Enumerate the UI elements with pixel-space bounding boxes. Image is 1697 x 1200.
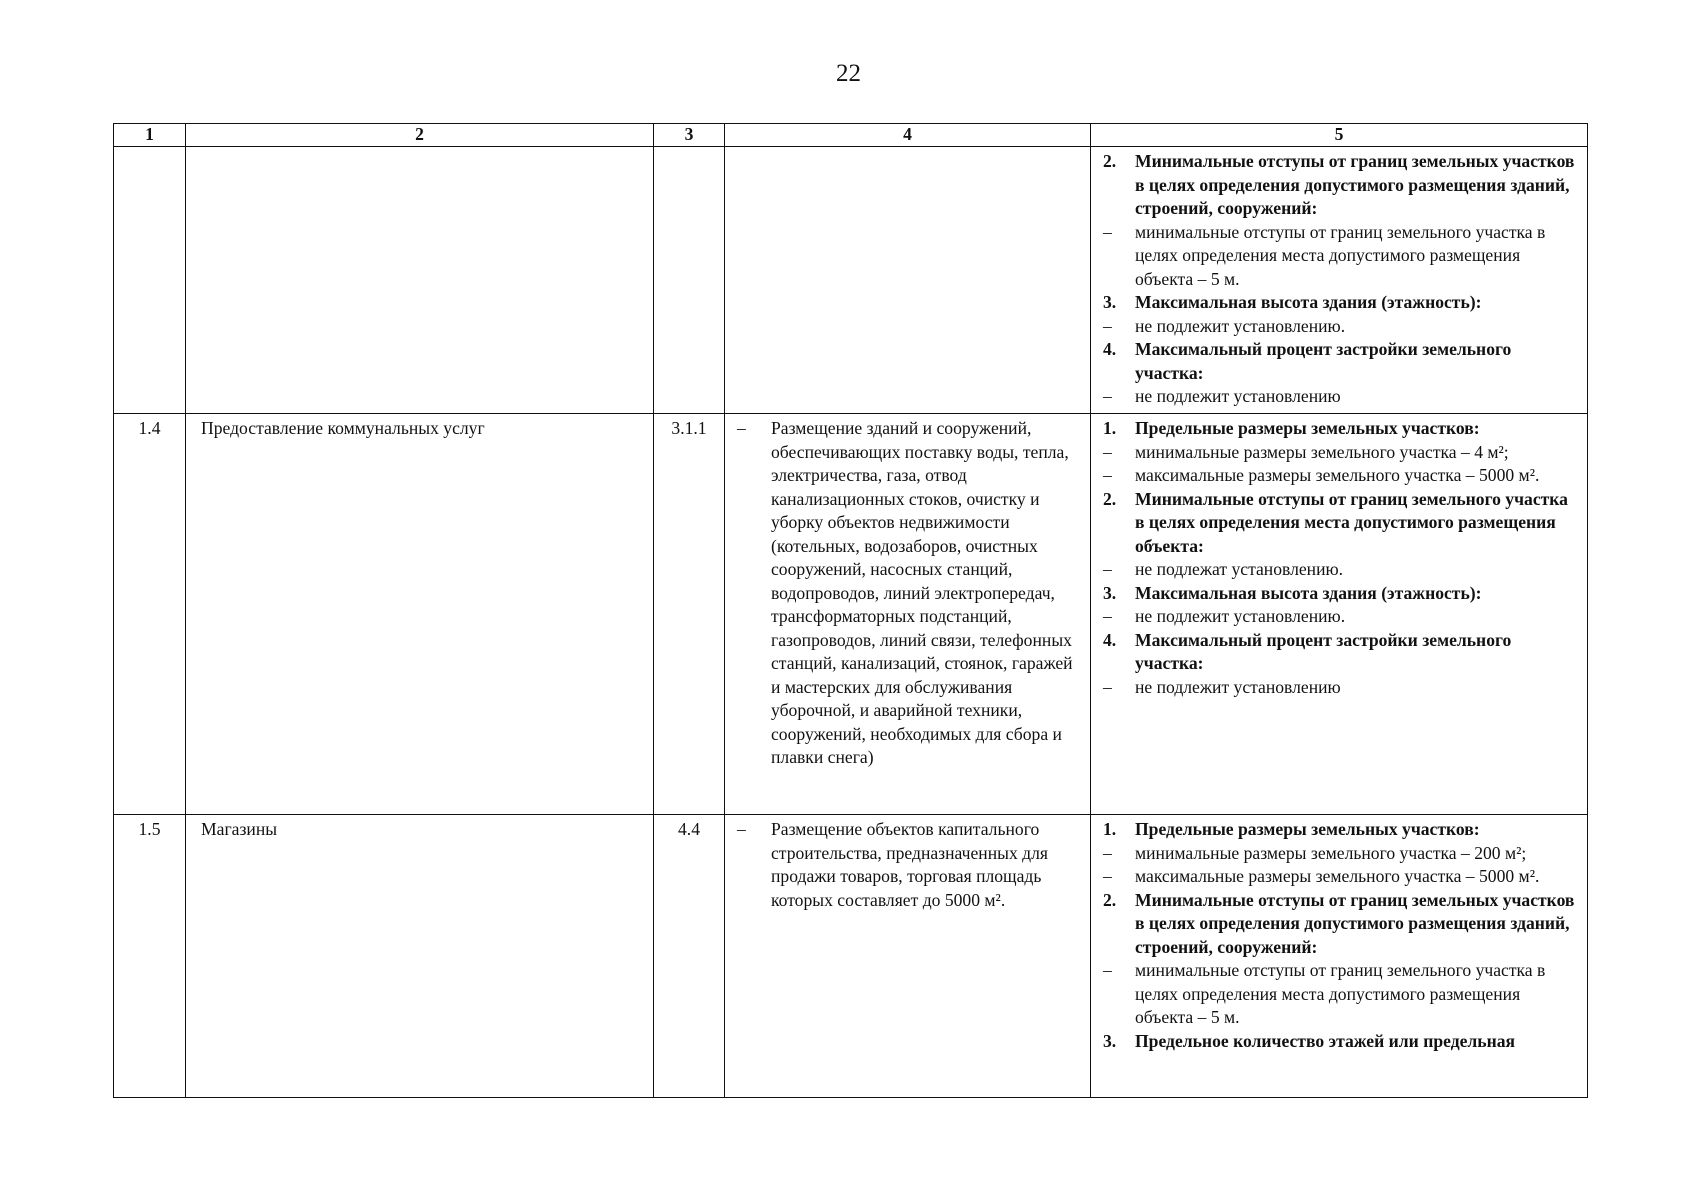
list-number: 2. [1103,889,1117,910]
parameter-text: Предельные размеры земельных участков: [1135,418,1480,438]
use-name-cell: Предоставление коммунальных услуг [186,414,654,815]
parameter-heading [1103,889,1581,960]
row-number-cell: 1.5 [114,815,186,1098]
parameter-item [1103,959,1581,1030]
dash-marker: – [1103,221,1112,242]
column-header-3: 3 [654,124,725,147]
parameter-text: Предельные размеры земельных участков: [1135,819,1480,839]
parameter-text: не подлежат установлению. [1135,559,1344,579]
use-name-cell [186,147,654,414]
use-code-cell: 4.4 [654,815,725,1098]
parameters-cell [1091,147,1588,414]
column-header-2: 2 [186,124,654,147]
description-cell [725,815,1091,1098]
page-number: 22 [836,60,861,87]
parameter-text: максимальные размеры земельного участка – 5000 м². [1135,866,1540,886]
row-number-cell [114,147,186,414]
parameter-heading [1103,629,1581,676]
parameter-text: минимальные отступы от границ земельного участка в целях определения места допустимого размещения объекта – 5 м. [1135,960,1546,1027]
table-row-continued [114,147,1588,414]
description-cell [725,414,1091,815]
parameter-heading [1103,150,1581,221]
table-row [114,815,1588,1098]
parameter-text: минимальные размеры земельного участка – 4 м²; [1135,441,1509,462]
parameter-text: Предельное количество этажей или предельная [1135,1030,1516,1051]
parameter-item [1103,676,1581,700]
dash-marker: – [1103,559,1112,579]
dash-marker: – [737,418,746,438]
description-text: Размещение зданий и сооружений, обеспечивающих поставку воды, тепла, электричества, газа, отвод канализационных стоков, очистку и уборку объектов недвижимости (котельных, водозаборов, очистных сооружений, насосных станций, водопроводов, линий электропередач, трансформаторных подстанций, газопроводов, линий связи, телефонных станций, канализаций, стоянок, гаражей и мастерских для обслуживания уборочной, и аварийной техники, сооружений, необходимых для сбора и плавки снега) [771,418,1073,767]
parameter-heading [1103,291,1581,315]
parameter-text: не подлежит установлению. [1135,606,1346,626]
list-number: 3. [1103,1030,1117,1051]
dash-marker: – [1103,315,1112,336]
parameter-item [1103,865,1581,889]
use-code-cell: 3.1.1 [654,414,725,815]
dash-marker: – [1103,676,1112,697]
description-cell [725,147,1091,414]
parameter-text: минимальные отступы от границ земельного участка в целях определения места допустимого размещения объекта – 5 м. [1135,221,1546,289]
dash-marker: – [1103,441,1112,462]
dash-marker: – [1103,960,1112,980]
parameter-heading [1103,818,1581,842]
list-number: 2. [1103,151,1117,171]
parameter-item [1103,441,1581,465]
parameter-text: Максимальная высота здания (этажность): [1135,292,1482,312]
parameter-item [1103,558,1581,582]
parameter-text: минимальные размеры земельного участка – 200 м²; [1135,842,1527,863]
dash-marker: – [1103,866,1112,886]
use-name-cell: Магазины [186,815,654,1098]
dash-marker: – [737,819,746,839]
use-code-cell [654,147,725,414]
parameter-text: Максимальная высота здания (этажность): [1135,582,1482,603]
column-header-5: 5 [1091,124,1588,147]
parameter-text: не подлежит установлению [1135,386,1341,406]
parameter-text: Минимальные отступы от границ земельного участка в целях определения места допустимого размещения объекта: [1135,488,1568,556]
parameter-text: Максимальный процент застройки земельного участка: [1135,629,1512,673]
parameter-heading [1103,338,1581,385]
parameter-text: не подлежит установлению. [1135,315,1346,336]
parameter-item [1103,221,1581,292]
parameter-heading [1103,1030,1581,1054]
parameter-text: максимальные размеры земельного участка – 5000 м². [1135,465,1540,485]
table-row [114,414,1588,815]
parameter-item [1103,464,1581,488]
list-number: 4. [1103,629,1117,650]
parameter-item [1103,385,1581,409]
list-number: 4. [1103,339,1117,359]
parameter-item [1103,315,1581,339]
column-header-1: 1 [114,124,186,147]
parameter-item [1103,605,1581,629]
parameter-text: не подлежит установлению [1135,676,1341,697]
list-number: 3. [1103,292,1117,312]
column-header-4: 4 [725,124,1091,147]
row-number-cell: 1.4 [114,414,186,815]
dash-marker: – [1103,842,1112,863]
list-number: 2. [1103,488,1117,509]
parameter-text: Минимальные отступы от границ земельных участков в целях определения допустимого размещения зданий, строений, сооружений: [1135,151,1575,218]
dash-marker: – [1103,465,1112,485]
column-number-header-row [114,124,1588,147]
list-number: 1. [1103,418,1117,438]
parameter-text: Минимальные отступы от границ земельных участков в целях определения допустимого размещения зданий, строений, сооружений: [1135,889,1575,957]
parameter-heading [1103,582,1581,606]
parameters-cell [1091,815,1588,1098]
description-text: Размещение объектов капитального строительства, предназначенных для продажи товаров, торговая площадь которых составляет до 5000 м². [771,819,1048,910]
parameter-text: Максимальный процент застройки земельного участка: [1135,339,1512,383]
parameter-item [1103,842,1581,866]
list-number: 1. [1103,819,1117,839]
list-number: 3. [1103,582,1117,603]
parameter-heading [1103,488,1581,559]
dash-marker: – [1103,606,1112,626]
dash-marker: – [1103,386,1112,406]
parameter-heading [1103,417,1581,441]
regulations-table [113,123,1588,1098]
parameters-cell [1091,414,1588,815]
